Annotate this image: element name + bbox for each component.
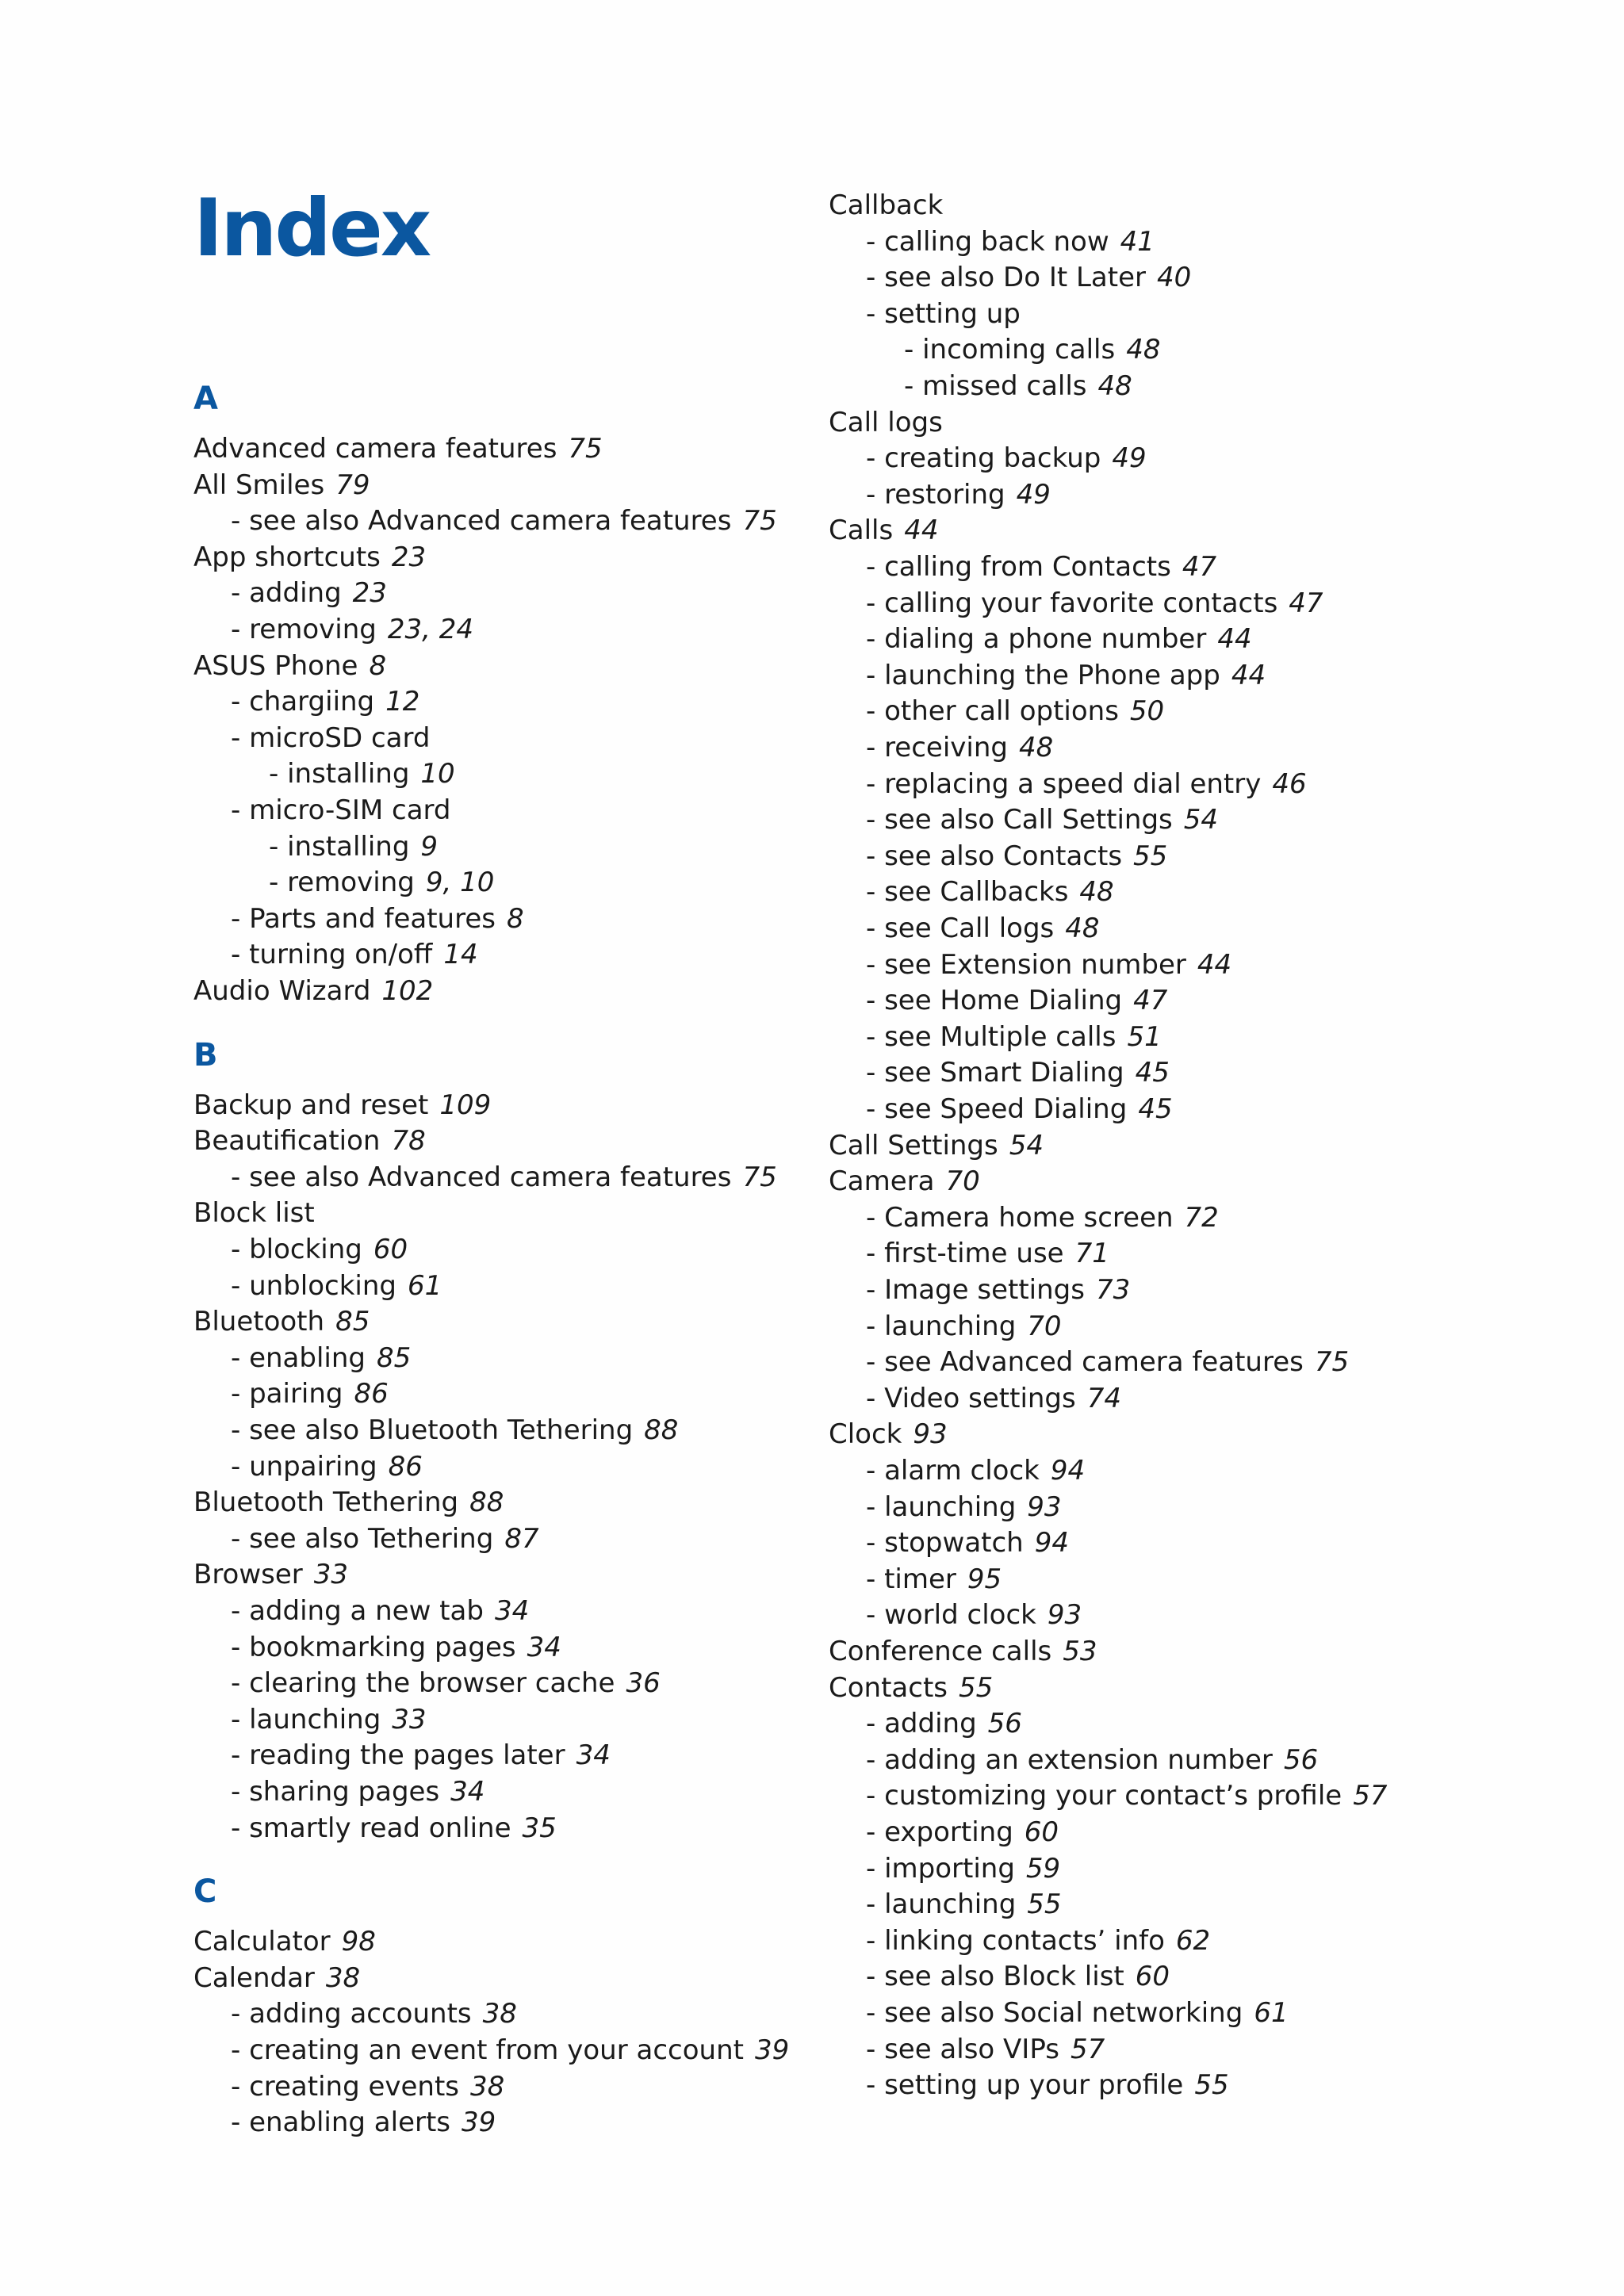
index-entry [193,974,433,1010]
index-subentry [231,1738,611,1774]
entry-page-number: 70 [1027,1310,1062,1342]
entry-text: - installing [269,758,410,790]
entry-text: - installing [269,830,410,863]
index-subentry [866,586,1323,622]
index-subentry [866,767,1307,803]
section-letter: A [193,381,218,417]
entry-page-number: 50 [1129,695,1165,728]
entry-text: - replacing a speed dial entry [866,767,1262,800]
index-subentry [866,1092,1173,1128]
entry-text: - removing [231,614,377,645]
entry-page-number: 49 [1016,478,1051,511]
entry-text: - see also Block list [866,1961,1124,1993]
entry-page-number: 44 [1197,948,1232,981]
entry-page-number: 34 [576,1739,611,1772]
entry-text: - removing [269,867,415,899]
entry-text: Calendar [193,1961,315,1994]
entry-text: - see also VIPs [866,2033,1059,2065]
entry-page-number: 88 [644,1414,679,1446]
entry-text: - stopwatch [866,1527,1024,1559]
index-subentry [866,2068,1229,2104]
index-entry [193,1961,360,1997]
entry-page-number: 8 [369,649,387,682]
entry-page-number: 57 [1353,1780,1388,1812]
entry-text: Contacts [829,1671,948,1704]
entry-page-number: 54 [1009,1129,1044,1161]
index-entry [193,1485,504,1521]
entry-page-number: 38 [482,1998,517,2030]
entry-text: - see Call logs [866,913,1055,944]
entry-page-number: 74 [1086,1382,1121,1414]
entry-text: - Parts and features [231,902,496,935]
entry-text: Conference calls [829,1636,1052,1667]
index-subentry [866,1923,1210,1960]
entry-page-number: 60 [373,1234,408,1265]
index-subentry [866,260,1191,297]
index-subentry [269,756,455,793]
index-subentry [866,1815,1059,1851]
entry-text: Bluetooth [193,1306,325,1338]
entry-page-number: 85 [376,1341,412,1374]
index-subentry [231,1376,389,1413]
index-subentry [866,1525,1069,1562]
index-subentry [231,1996,517,2033]
entry-text: - creating events [231,2070,460,2103]
entry-text: - see also Contacts [866,840,1123,872]
entry-text: Audio Wizard [193,975,371,1007]
index-subentry [866,1851,1060,1888]
index-subentry [866,839,1167,875]
entry-text: - unblocking [231,1269,396,1302]
entry-text: - setting up [866,297,1021,330]
index-subentry [866,2032,1105,2068]
entry-page-number: 55 [1027,1888,1062,1921]
entry-page-number: 95 [967,1563,1002,1595]
index-entry [193,468,370,504]
index-subentry [231,1702,427,1739]
index-entry [193,1304,370,1341]
entry-page-number: 61 [1254,1997,1289,2029]
entry-page-number: 54 [1183,804,1219,836]
entry-page-number: 61 [407,1269,442,1302]
entry-text: Camera [829,1165,935,1198]
entry-text: - see Callbacks [866,876,1069,909]
entry-text: Bluetooth Tethering [193,1487,459,1519]
entry-text: - incoming calls [904,334,1116,366]
entry-text: - see also Do It Later [866,262,1146,294]
index-subentry [866,1706,1022,1743]
entry-text: - clearing the browser cache [231,1667,615,1700]
index-entry [193,1557,348,1594]
index-subentry [866,1562,1002,1598]
index-subentry [866,1996,1289,2032]
entry-text: - turning on/off [231,939,433,971]
entry-text: Block list [193,1197,315,1230]
index-entry [193,1924,376,1961]
entry-text: - launching [866,1490,1017,1523]
entry-text: - see Advanced camera features [866,1346,1304,1379]
index-subentry [231,576,387,612]
entry-text: - calling from Contacts [866,551,1171,583]
entry-text: Advanced camera features [193,433,557,465]
entry-text: - restoring [866,478,1005,511]
entry-page-number: 44 [1217,623,1252,656]
entry-page-number: 33 [313,1559,349,1591]
index-subentry [231,1449,423,1486]
entry-page-number: 51 [1127,1020,1162,1053]
entry-page-number: 78 [391,1125,426,1158]
entry-text: - first-time use [866,1238,1064,1270]
index-subentry [231,2069,504,2106]
index-subentry [866,224,1155,261]
entry-text: - missed calls [904,370,1087,402]
index-subentry [231,684,419,721]
entry-text: Browser [193,1559,303,1591]
entry-text: - see also Call Settings [866,804,1173,836]
entry-text: - alarm clock [866,1455,1040,1487]
index-subentry [231,1630,561,1667]
index-subentry [866,1490,1062,1526]
index-entry [193,1196,315,1232]
entry-text: Calculator [193,1926,331,1958]
index-subentry [231,721,430,757]
entry-text: - micro-SIM card [231,794,451,826]
entry-page-number: 39 [754,2034,790,2066]
entry-page-number: 47 [1182,551,1217,583]
index-subentry [231,1521,539,1558]
entry-page-number: 45 [1135,1057,1170,1089]
entry-page-number: 48 [1079,876,1114,909]
index-entry [193,1123,426,1160]
entry-text: - customizing your contact’s profile [866,1780,1342,1812]
index-subentry [866,622,1252,658]
entry-page-number: 87 [504,1522,539,1555]
index-subentry [231,503,777,540]
index-subentry [866,1236,1109,1272]
entry-text: - adding [231,577,342,610]
index-entry [829,405,943,442]
index-subentry [231,2033,789,2069]
index-subentry [231,1774,485,1811]
entry-page-number: 56 [987,1708,1022,1740]
entry-text: - dialing a phone number [866,623,1207,656]
entry-text: - adding a new tab [231,1595,484,1627]
entry-page-number: 48 [1097,370,1132,402]
index-entry [829,1417,948,1453]
index-subentry [866,1887,1062,1923]
entry-text: - setting up your profile [866,2069,1184,2102]
index-subentry [904,369,1132,405]
entry-page-number: 93 [1047,1599,1082,1632]
entry-text: Clock [829,1418,902,1451]
entry-page-number: 86 [354,1378,389,1410]
index-subentry [269,829,438,866]
entry-text: - sharing pages [231,1776,440,1808]
entry-page-number: 47 [1289,587,1323,619]
entry-text: - receiving [866,732,1008,763]
index-subentry [866,694,1164,730]
entry-page-number: 38 [470,2070,505,2103]
entry-text: - see also Advanced camera features [231,1161,732,1193]
index-subentry [231,1666,661,1702]
page-title: Index [193,182,430,274]
entry-text: - adding accounts [231,1998,472,2030]
index-subentry [231,1232,408,1269]
entry-text: - enabling alerts [231,2107,451,2139]
index-subentry [866,1309,1062,1345]
entry-text: Call Settings [829,1129,998,1161]
entry-page-number: 34 [450,1776,485,1808]
entry-page-number: 86 [388,1450,423,1483]
entry-page-number: 48 [1065,913,1100,944]
entry-text: - creating an event from your account [231,2034,744,2066]
entry-text: - microSD card [231,721,431,754]
index-subentry [231,612,473,649]
entry-page-number: 71 [1074,1238,1109,1270]
entry-text: Calls [829,515,894,547]
entry-text: - exporting [866,1816,1013,1848]
entry-page-number: 94 [1050,1455,1086,1487]
entry-text: - pairing [231,1378,343,1410]
index-subentry [866,1020,1162,1056]
index-subentry [231,1160,777,1196]
index-subentry [231,1594,529,1630]
index-entry [193,649,386,685]
entry-page-number: 35 [522,1812,557,1844]
index-subentry [231,1811,557,1847]
entry-page-number: 45 [1138,1093,1173,1125]
index-subentry [231,793,451,829]
entry-page-number: 75 [742,505,777,538]
entry-page-number: 38 [325,1961,361,1994]
entry-text: - importing [866,1852,1015,1885]
entry-page-number: 12 [385,686,420,718]
entry-text: - see also Social networking [866,1997,1243,2029]
index-subentry [866,1743,1318,1779]
index-subentry [269,865,494,901]
entry-page-number: 93 [913,1418,948,1451]
entry-text: - chargiing [231,686,375,718]
entry-page-number: 88 [469,1487,504,1519]
entry-page-number: 75 [1314,1346,1350,1379]
entry-text: - calling back now [866,225,1109,258]
index-subentry [866,477,1051,514]
entry-text: - launching [866,1888,1017,1921]
entry-text: - see also Tethering [231,1522,494,1555]
entry-page-number: 59 [1025,1852,1061,1885]
entry-page-number: 47 [1133,985,1168,1017]
entry-text: - world clock [866,1599,1036,1632]
entry-page-number: 70 [945,1165,980,1198]
entry-page-number: 10 [420,758,455,790]
entry-page-number: 41 [1120,225,1155,258]
entry-page-number: 9 [420,830,439,863]
entry-text: - launching [231,1703,381,1735]
entry-page-number: 34 [494,1595,530,1627]
index-subentry [866,549,1216,586]
index-subentry [866,1381,1121,1418]
entry-text: - timer [866,1563,956,1595]
index-subentry [231,901,524,938]
index-subentry [866,1453,1085,1490]
entry-text: - creating backup [866,442,1101,475]
index-subentry [904,332,1160,369]
entry-page-number: 79 [335,469,370,501]
entry-text: Beautification [193,1125,381,1158]
index-subentry [231,1413,678,1449]
entry-page-number: 49 [1112,442,1147,475]
entry-text: - unpairing [231,1450,377,1483]
entry-text: - see Multiple calls [866,1020,1116,1053]
entry-text: - see Smart Dialing [866,1057,1124,1089]
entry-page-number: 55 [959,1671,994,1704]
entry-page-number: 48 [1018,732,1054,763]
entry-page-number: 14 [443,939,478,971]
entry-text: Call logs [829,406,943,438]
entry-text: - launching [866,1310,1017,1342]
entry-page-number: 62 [1175,1924,1211,1957]
entry-text: - blocking [231,1234,362,1265]
entry-page-number: 93 [1027,1490,1062,1523]
index-entry [829,188,943,224]
entry-text: - adding an extension number [866,1743,1273,1776]
index-subentry [866,802,1218,839]
index-subentry [866,1345,1349,1381]
index-subentry [866,1200,1219,1237]
entry-text: - linking contacts’ info [866,1924,1165,1957]
entry-page-number: 8 [506,902,524,935]
index-entry [829,1164,980,1200]
entry-page-number: 9, 10 [425,867,495,899]
entry-page-number: 39 [462,2107,496,2139]
entry-page-number: 36 [626,1667,661,1700]
entry-text: - bookmarking pages [231,1631,516,1663]
entry-text: - see Home Dialing [866,985,1123,1017]
entry-page-number: 72 [1184,1201,1219,1234]
entry-page-number: 44 [904,515,939,547]
index-subentry [866,1055,1170,1092]
index-subentry [866,730,1053,767]
entry-page-number: 40 [1157,262,1192,294]
entry-text: ASUS Phone [193,649,358,682]
section-letter: B [193,1036,218,1073]
entry-text: All Smiles [193,469,325,501]
index-subentry [866,874,1114,911]
index-entry [829,1634,1097,1670]
entry-text: - see Extension number [866,948,1186,981]
entry-text: - reading the pages later [231,1739,565,1772]
index-subentry [866,1778,1387,1815]
entry-text: - other call options [866,695,1119,728]
index-subentry [231,1341,411,1377]
entry-page-number: 53 [1063,1636,1097,1667]
index-subentry [866,1959,1170,1996]
entry-text: - calling your favorite contacts [866,587,1278,619]
index-subentry [866,947,1231,984]
entry-page-number: 98 [341,1926,376,1958]
entry-text: - launching the Phone app [866,659,1220,691]
entry-text: - Image settings [866,1274,1085,1306]
entry-page-number: 33 [392,1703,427,1735]
entry-page-number: 75 [568,433,603,465]
entry-page-number: 44 [1231,659,1266,691]
entry-page-number: 60 [1024,1816,1059,1848]
entry-page-number: 34 [527,1631,561,1663]
entry-page-number: 60 [1135,1961,1170,1993]
entry-page-number: 102 [381,975,434,1007]
entry-page-number: 23 [391,541,427,573]
entry-text: - enabling [231,1341,366,1374]
index-entry [829,513,938,549]
index-subentry [231,1269,442,1305]
index-entry [829,1128,1044,1165]
entry-text: - see Speed Dialing [866,1093,1128,1125]
entry-page-number: 23 [352,577,387,610]
entry-text: - Video settings [866,1382,1076,1414]
entry-page-number: 85 [335,1306,370,1338]
entry-text: - adding [866,1708,977,1740]
entry-page-number: 94 [1034,1527,1069,1559]
entry-page-number: 46 [1272,767,1307,800]
entry-text: - smartly read online [231,1812,511,1844]
index-subentry [231,2105,496,2141]
index-subentry [866,441,1147,477]
index-entry [193,1088,491,1124]
entry-text: - see also Advanced camera features [231,505,732,538]
index-subentry [866,297,1021,333]
index-subentry [866,658,1266,695]
entry-text: - Camera home screen [866,1201,1174,1234]
entry-text: Callback [829,189,944,221]
entry-page-number: 48 [1126,334,1161,366]
entry-page-number: 56 [1283,1743,1319,1776]
entry-page-number: 55 [1194,2069,1229,2102]
index-subentry [866,1598,1082,1634]
index-subentry [231,937,478,974]
entry-page-number: 23, 24 [387,614,474,645]
index-entry [193,431,603,468]
entry-text: - see also Bluetooth Tethering [231,1414,634,1446]
entry-page-number: 55 [1133,840,1168,872]
entry-page-number: 109 [439,1089,492,1121]
entry-page-number: 57 [1070,2033,1105,2065]
section-letter: C [193,1873,217,1911]
index-entry [829,1670,993,1707]
entry-page-number: 73 [1095,1274,1131,1306]
entry-text: Backup and reset [193,1089,429,1121]
index-entry [193,540,426,576]
entry-text: App shortcuts [193,541,381,573]
index-subentry [866,1272,1130,1309]
index-subentry [866,911,1100,947]
index-subentry [866,983,1167,1020]
entry-page-number: 75 [742,1161,777,1193]
